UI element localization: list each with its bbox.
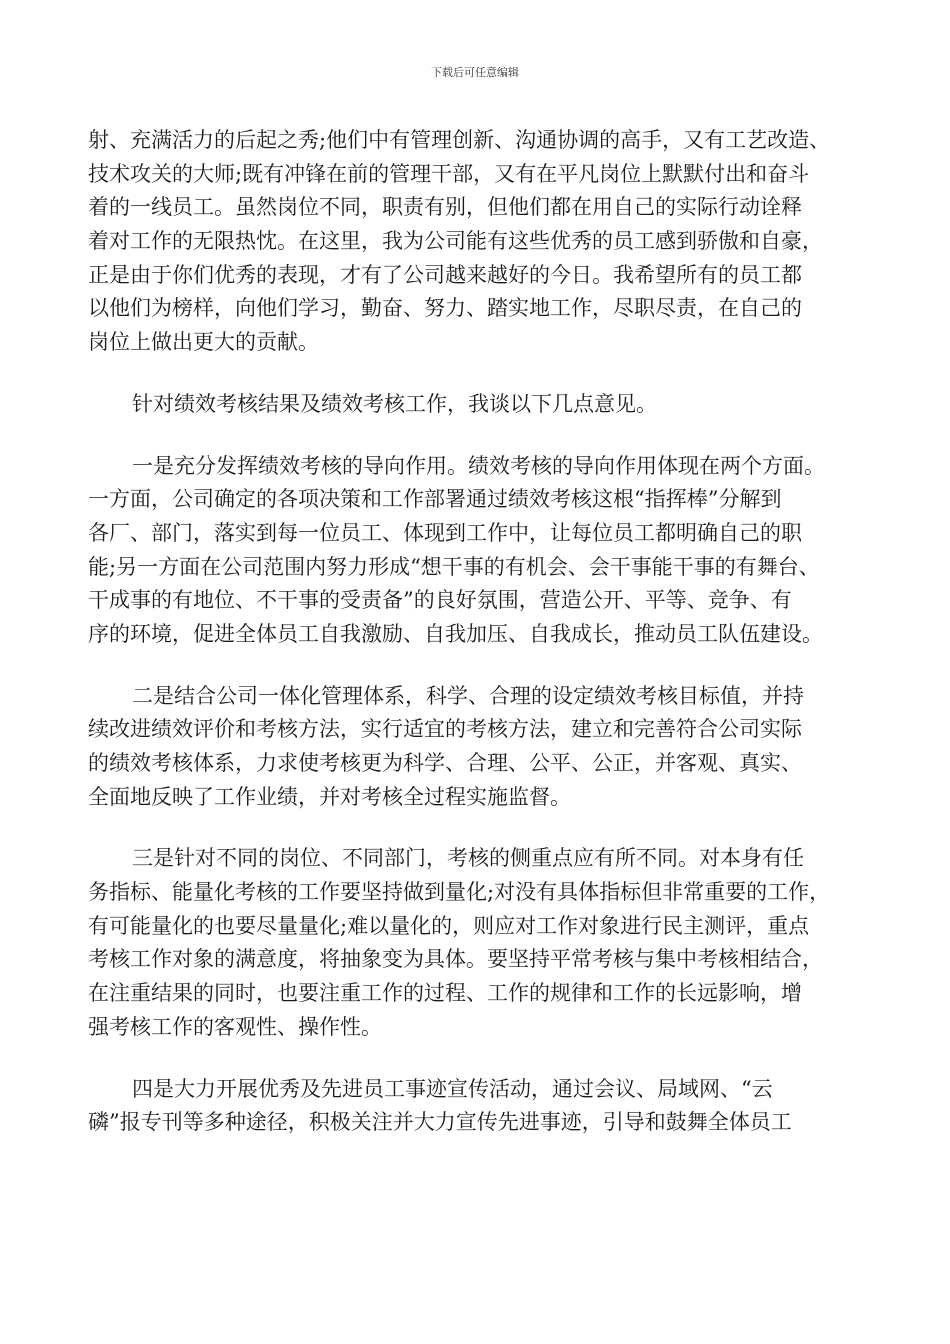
text-line: 着对工作的无限热忱。在这里，我为公司能有这些优秀的员工感到骄傲和自豪， xyxy=(88,229,823,254)
text-line: 强考核工作的客观性、操作性。 xyxy=(88,1014,382,1039)
text-line: 二是结合公司一体化管理体系，科学、合理的设定绩效考核目标值，并持 xyxy=(132,683,804,708)
text-line: 着的一线员工。虽然岗位不同，职责有别，但他们都在用自己的实际行动诠释 xyxy=(88,195,802,220)
text-line: 射、充满活力的后起之秀;他们中有管理创新、沟通协调的高手，又有工艺改造、 xyxy=(88,128,831,152)
text-line: 四是大力开展优秀及先进员工事迹宣传活动，通过会议、局域网、“云 xyxy=(132,1076,773,1101)
text-line: 以他们为榜样，向他们学习，勤奋、努力、踏实地工作，尽职尽责，在自己的 xyxy=(88,296,802,321)
paragraph xyxy=(88,1073,878,1140)
text-line: 各厂、部门，落实到每一位员工、体现到工作中，让每位员工都明确自己的职 xyxy=(88,520,802,545)
page-header: 下载后可任意编辑 xyxy=(431,66,519,79)
text-line: 技术攻关的大师;既有冲锋在前的管理干部，又有在平凡岗位上默默付出和奋斗 xyxy=(88,161,810,186)
text-line: 全面地反映了工作业绩，并对考核全过程实施监督。 xyxy=(88,784,571,809)
text-line: 三是针对不同的岗位、不同部门，考核的侧重点应有所不同。对本身有任 xyxy=(132,846,804,871)
text-line: 一是充分发挥绩效考核的导向作用。绩效考核的导向作用体现在两个方面。 xyxy=(132,453,825,478)
text-line: 务指标、能量化考核的工作要坚持做到量化;对没有具体指标但非常重要的工作， xyxy=(88,880,831,905)
text-line: 磷”报专刊等多种途径，积极关注并大力宣传先进事迹，引导和鼓舞全体员工 xyxy=(88,1110,792,1135)
text-line: 考核工作对象的满意度，将抽象变为具体。要坚持平常考核与集中考核相结合， xyxy=(88,947,823,972)
text-line: 在注重结果的同时，也要注重工作的过程、工作的规律和工作的长远影响，增 xyxy=(88,981,802,1006)
text-line: 的绩效考核体系，力求使考核更为科学、合理、公平、公正，并客观、真实、 xyxy=(88,751,802,775)
paragraph xyxy=(88,842,878,1044)
text-line: 有可能量化的也要尽量量化;难以量化的，则应对工作对象进行民主测评，重点 xyxy=(88,913,810,938)
text-line: 岗位上做出更大的贡献。 xyxy=(88,330,319,355)
document-body xyxy=(88,124,878,1168)
paragraph xyxy=(88,388,878,422)
text-line: 一方面，公司确定的各项决策和工作部署通过绩效考核这根“指挥棒”分解到 xyxy=(88,487,782,512)
paragraph xyxy=(88,124,878,360)
text-line: 能;另一方面在公司范围内努力形成“想干事的有机会、会干事能干事的有舞台、 xyxy=(88,554,820,579)
text-line: 针对绩效考核结果及绩效考核工作，我谈以下几点意见。 xyxy=(132,391,657,416)
paragraph xyxy=(88,680,878,815)
text-line: 续改进绩效评价和考核方法，实行适宜的考核方法，建立和完善符合公司实际 xyxy=(88,717,802,742)
text-line: 正是由于你们优秀的表现，才有了公司越来越好的今日。我希望所有的员工都 xyxy=(88,262,802,287)
text-line: 干成事的有地位、不干事的受责备”的良好氛围，营造公开、平等、竞争、有 xyxy=(88,588,792,613)
paragraph xyxy=(88,450,878,652)
text-line: 序的环境，促进全体员工自我激励、自我加压、自我成长，推动员工队伍建设。 xyxy=(88,621,823,646)
